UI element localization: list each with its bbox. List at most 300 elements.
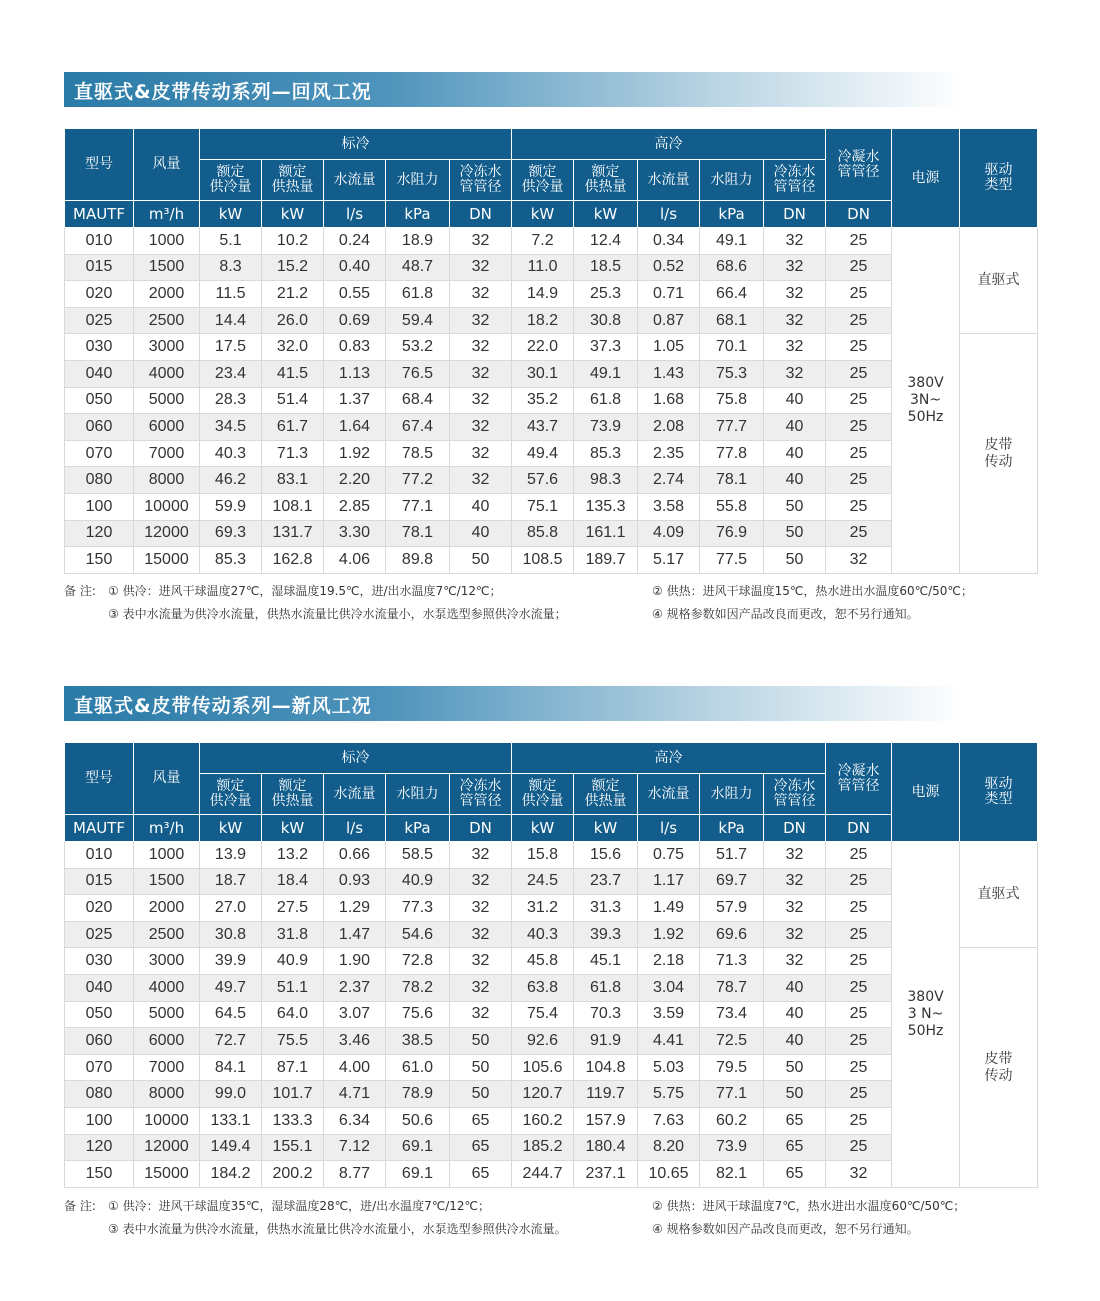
- table-cell: 119.7: [574, 1081, 638, 1108]
- table-cell: 080: [65, 1081, 134, 1108]
- header-std-rated-heating: [262, 774, 324, 815]
- table-cell: 157.9: [574, 1107, 638, 1134]
- note-3: ③ 表中水流量为供冷水流量，供热水流量比供冷水流量小，水泵选型参照供冷水流量；: [108, 607, 567, 621]
- header-high-rated-cooling-line2: 供冷量: [521, 179, 564, 195]
- table-cell: 160.2: [512, 1107, 574, 1134]
- note-4: ④ 规格参数如因产品改良而更改，恕不另行通知。: [652, 607, 919, 621]
- table-cell: 8.77: [324, 1161, 386, 1188]
- table-cell: 32: [764, 228, 826, 255]
- table-cell: 32: [450, 842, 512, 869]
- table-cell: 149.4: [200, 1134, 262, 1161]
- table-cell: 2.37: [324, 974, 386, 1001]
- table-cell: 1.05: [638, 334, 700, 361]
- table-cell: 75.6: [386, 1001, 450, 1028]
- table-cell: 070: [65, 440, 134, 467]
- table-cell: 69.1: [386, 1161, 450, 1188]
- table-cell: 12000: [134, 520, 200, 547]
- table-cell: 32: [826, 547, 892, 574]
- table-cell: 50: [450, 547, 512, 574]
- table-cell: 100: [65, 493, 134, 520]
- table-cell: 25: [826, 1054, 892, 1081]
- table-cell: 1.13: [324, 360, 386, 387]
- header-high-rated-heating: [574, 774, 638, 815]
- table-cell: 1.92: [638, 921, 700, 948]
- table-cell: 32: [450, 360, 512, 387]
- table-cell: 40: [764, 974, 826, 1001]
- table-cell: 69.3: [200, 520, 262, 547]
- header-high-cooling: 高冷: [512, 743, 826, 774]
- table-cell: 75.8: [700, 387, 764, 414]
- table-cell: 015: [65, 254, 134, 281]
- note-3: ③ 表中水流量为供冷水流量，供热水流量比供冷水流量小，水泵选型参照供冷水流量。: [108, 1222, 567, 1236]
- table-cell: 8000: [134, 467, 200, 494]
- table-cell: 0.34: [638, 228, 700, 255]
- table-cell: 015: [65, 868, 134, 895]
- table-cell: 63.8: [512, 974, 574, 1001]
- table-cell: 040: [65, 974, 134, 1001]
- header-unit: DN: [764, 815, 826, 842]
- table-cell: 73.9: [700, 1134, 764, 1161]
- header-unit: kW: [200, 201, 262, 228]
- table-cell: 25: [826, 254, 892, 281]
- drive-belt-line2: 传动: [984, 1067, 1013, 1084]
- header-drive-type-line2: 类型: [984, 177, 1013, 193]
- table-cell: 87.1: [262, 1054, 324, 1081]
- table-cell: 40: [764, 387, 826, 414]
- table-cell: 32: [764, 334, 826, 361]
- table-cell: 49.4: [512, 440, 574, 467]
- table-cell: 59.4: [386, 307, 450, 334]
- table-cell: 61.7: [262, 414, 324, 441]
- section-title: 直驱式&皮带传动系列—回风工况: [74, 81, 372, 103]
- table-cell: 39.3: [574, 921, 638, 948]
- table-cell: 32: [450, 307, 512, 334]
- table-cell: 51.7: [700, 842, 764, 869]
- header-unit: l/s: [638, 815, 700, 842]
- table-cell: 080: [65, 467, 134, 494]
- table-cell: 51.1: [262, 974, 324, 1001]
- table-cell: 32: [450, 334, 512, 361]
- table-cell: 1.49: [638, 895, 700, 922]
- table-cell: 77.1: [700, 1081, 764, 1108]
- table-cell: 91.9: [574, 1028, 638, 1055]
- table-cell: 25: [826, 281, 892, 308]
- table-cell: 4.71: [324, 1081, 386, 1108]
- table-cell: 030: [65, 334, 134, 361]
- header-high-chilled-pipe-line1: 冷冻水: [773, 778, 816, 794]
- header-std-water-flow: 水流量: [324, 160, 386, 201]
- table-cell: 75.3: [700, 360, 764, 387]
- table-cell: 40.9: [262, 948, 324, 975]
- table-cell: 13.9: [200, 842, 262, 869]
- power-line: 380V: [907, 374, 944, 391]
- table-cell: 25: [826, 414, 892, 441]
- header-high-water-flow: 水流量: [638, 774, 700, 815]
- table-cell: 68.1: [700, 307, 764, 334]
- table-cell: 133.3: [262, 1107, 324, 1134]
- table-cell: 34.5: [200, 414, 262, 441]
- table-cell: 32: [450, 1001, 512, 1028]
- header-unit: kPa: [700, 201, 764, 228]
- table-cell: 133.1: [200, 1107, 262, 1134]
- table-cell: 4.06: [324, 547, 386, 574]
- power-cell: [892, 228, 960, 574]
- table-cell: 40: [764, 440, 826, 467]
- header-unit: kW: [262, 815, 324, 842]
- drive-direct-cell: 直驱式: [960, 228, 1038, 334]
- table-cell: 25: [826, 387, 892, 414]
- table-cell: 7.12: [324, 1134, 386, 1161]
- table-cell: 23.4: [200, 360, 262, 387]
- table-cell: 50: [764, 493, 826, 520]
- header-unit: DN: [764, 201, 826, 228]
- note-4: ④ 规格参数如因产品改良而更改，恕不另行通知。: [652, 1222, 919, 1236]
- table-cell: 31.8: [262, 921, 324, 948]
- table-cell: 32: [826, 1161, 892, 1188]
- table-cell: 40: [764, 1028, 826, 1055]
- table-cell: 28.3: [200, 387, 262, 414]
- table-cell: 0.87: [638, 307, 700, 334]
- table-cell: 53.2: [386, 334, 450, 361]
- table-cell: 11.5: [200, 281, 262, 308]
- table-cell: 32: [764, 895, 826, 922]
- header-high-rated-cooling-line1: 额定: [528, 778, 557, 794]
- header-high-cooling: 高冷: [512, 129, 826, 160]
- table-cell: 1.64: [324, 414, 386, 441]
- table-cell: 85.3: [574, 440, 638, 467]
- table-cell: 65: [450, 1161, 512, 1188]
- header-high-rated-cooling-line1: 额定: [528, 164, 557, 180]
- spec-table: [64, 128, 1038, 574]
- header-std-chilled-pipe-line2: 管管径: [459, 179, 502, 195]
- power-line: 3N~: [909, 391, 942, 408]
- table-cell: 4.41: [638, 1028, 700, 1055]
- table-cell: 12.4: [574, 228, 638, 255]
- table-cell: 71.3: [700, 948, 764, 975]
- table-cell: 040: [65, 360, 134, 387]
- table-cell: 61.8: [574, 974, 638, 1001]
- note-1: ① 供冷：进风干球温度35℃，湿球温度28℃，进/出水温度7℃/12℃；: [108, 1199, 491, 1213]
- table-cell: 18.2: [512, 307, 574, 334]
- table-cell: 184.2: [200, 1161, 262, 1188]
- table-cell: 150: [65, 547, 134, 574]
- table-cell: 69.1: [386, 1134, 450, 1161]
- table-cell: 32: [764, 842, 826, 869]
- table-cell: 5.1: [200, 228, 262, 255]
- power-line: 380V: [907, 988, 944, 1005]
- table-cell: 72.8: [386, 948, 450, 975]
- table-cell: 50: [764, 547, 826, 574]
- table-cell: 8000: [134, 1081, 200, 1108]
- table-cell: 50: [764, 1081, 826, 1108]
- table-cell: 67.4: [386, 414, 450, 441]
- table-cell: 104.8: [574, 1054, 638, 1081]
- table-cell: 32: [450, 440, 512, 467]
- table-cell: 37.3: [574, 334, 638, 361]
- table-cell: 25: [826, 1001, 892, 1028]
- table-cell: 050: [65, 387, 134, 414]
- table-cell: 3000: [134, 948, 200, 975]
- table-cell: 32: [764, 281, 826, 308]
- header-unit: DN: [826, 815, 892, 842]
- table-cell: 73.9: [574, 414, 638, 441]
- table-cell: 26.0: [262, 307, 324, 334]
- power-line: 50Hz: [907, 1022, 944, 1039]
- table-cell: 25: [826, 921, 892, 948]
- header-airflow: 风量: [134, 743, 200, 815]
- table-cell: 32: [764, 307, 826, 334]
- table-cell: 50.6: [386, 1107, 450, 1134]
- table-cell: 010: [65, 842, 134, 869]
- table-cell: 5.17: [638, 547, 700, 574]
- table-cell: 2.85: [324, 493, 386, 520]
- table-cell: 0.40: [324, 254, 386, 281]
- header-drive-type-line2: 类型: [984, 791, 1013, 807]
- header-std-rated-heating-line2: 供热量: [271, 179, 314, 195]
- table-cell: 78.7: [700, 974, 764, 1001]
- table-cell: 1500: [134, 868, 200, 895]
- table-cell: 11.0: [512, 254, 574, 281]
- table-cell: 135.3: [574, 493, 638, 520]
- table-cell: 27.5: [262, 895, 324, 922]
- header-std-rated-cooling-line1: 额定: [216, 778, 245, 794]
- table-cell: 025: [65, 921, 134, 948]
- table-cell: 32: [450, 228, 512, 255]
- table-cell: 76.9: [700, 520, 764, 547]
- table-cell: 060: [65, 1028, 134, 1055]
- table-cell: 73.4: [700, 1001, 764, 1028]
- header-std-chilled-pipe: [450, 774, 512, 815]
- table-cell: 40.3: [512, 921, 574, 948]
- power-cell: [892, 842, 960, 1188]
- header-standard-cooling: 标冷: [200, 743, 512, 774]
- drive-belt-cell: [960, 948, 1038, 1187]
- header-unit: m³/h: [134, 815, 200, 842]
- table-cell: 60.2: [700, 1107, 764, 1134]
- table-cell: 77.1: [386, 493, 450, 520]
- table-cell: 244.7: [512, 1161, 574, 1188]
- table-cell: 40.3: [200, 440, 262, 467]
- table-cell: 14.9: [512, 281, 574, 308]
- header-unit: l/s: [324, 201, 386, 228]
- header-unit: m³/h: [134, 201, 200, 228]
- table-cell: 70.1: [700, 334, 764, 361]
- table-cell: 15.8: [512, 842, 574, 869]
- table-cell: 79.5: [700, 1054, 764, 1081]
- header-std-rated-heating-line1: 额定: [278, 778, 307, 794]
- header-high-rated-heating-line2: 供热量: [584, 793, 627, 809]
- table-cell: 1000: [134, 842, 200, 869]
- header-std-chilled-pipe-line1: 冷冻水: [459, 778, 502, 794]
- table-cell: 98.3: [574, 467, 638, 494]
- table-cell: 68.6: [700, 254, 764, 281]
- table-cell: 71.3: [262, 440, 324, 467]
- table-cell: 66.4: [700, 281, 764, 308]
- table-cell: 50: [450, 1081, 512, 1108]
- table-cell: 8.3: [200, 254, 262, 281]
- table-cell: 65: [450, 1107, 512, 1134]
- table-cell: 32: [764, 921, 826, 948]
- table-cell: 82.1: [700, 1161, 764, 1188]
- table-cell: 7.2: [512, 228, 574, 255]
- table-cell: 40: [764, 467, 826, 494]
- table-cell: 0.71: [638, 281, 700, 308]
- table-cell: 18.9: [386, 228, 450, 255]
- table-cell: 7.63: [638, 1107, 700, 1134]
- table-cell: 25: [826, 842, 892, 869]
- table-cell: 32.0: [262, 334, 324, 361]
- notes: [64, 1195, 1044, 1241]
- table-cell: 5.03: [638, 1054, 700, 1081]
- table-cell: 2.74: [638, 467, 700, 494]
- table-cell: 58.5: [386, 842, 450, 869]
- table-cell: 23.7: [574, 868, 638, 895]
- table-cell: 51.4: [262, 387, 324, 414]
- table-cell: 76.5: [386, 360, 450, 387]
- table-cell: 77.2: [386, 467, 450, 494]
- table-cell: 25: [826, 467, 892, 494]
- table-cell: 61.8: [386, 281, 450, 308]
- table-cell: 50: [764, 520, 826, 547]
- table-cell: 108.1: [262, 493, 324, 520]
- table-cell: 32: [764, 868, 826, 895]
- notes-label: 备 注:: [64, 584, 96, 598]
- drive-belt-line1: 皮带: [984, 1050, 1013, 1067]
- table-cell: 21.2: [262, 281, 324, 308]
- table-cell: 5.75: [638, 1081, 700, 1108]
- table-cell: 10.65: [638, 1161, 700, 1188]
- header-unit: kW: [574, 201, 638, 228]
- header-high-water-resistance: 水阻力: [700, 774, 764, 815]
- table-cell: 15.6: [574, 842, 638, 869]
- table-cell: 120: [65, 1134, 134, 1161]
- header-unit: l/s: [324, 815, 386, 842]
- note-1: ① 供冷：进风干球温度27℃，湿球温度19.5℃，进/出水温度7℃/12℃；: [108, 584, 502, 598]
- header-condensate-pipe-line1: 冷凝水: [837, 762, 880, 779]
- table-cell: 18.4: [262, 868, 324, 895]
- header-std-rated-heating: [262, 160, 324, 201]
- table-cell: 4.00: [324, 1054, 386, 1081]
- header-high-rated-cooling: [512, 160, 574, 201]
- table-cell: 49.7: [200, 974, 262, 1001]
- table-cell: 85.8: [512, 520, 574, 547]
- table-cell: 22.0: [512, 334, 574, 361]
- table-cell: 31.3: [574, 895, 638, 922]
- table-cell: 7000: [134, 1054, 200, 1081]
- table-cell: 1.17: [638, 868, 700, 895]
- table-cell: 48.7: [386, 254, 450, 281]
- table-cell: 45.8: [512, 948, 574, 975]
- header-model: 型号: [65, 129, 134, 201]
- table-cell: 0.83: [324, 334, 386, 361]
- header-std-water-flow: 水流量: [324, 774, 386, 815]
- table-cell: 25: [826, 520, 892, 547]
- table-cell: 10.2: [262, 228, 324, 255]
- header-std-chilled-pipe: [450, 160, 512, 201]
- header-drive-type-line1: 驱动: [984, 776, 1013, 792]
- table-cell: 84.1: [200, 1054, 262, 1081]
- table-cell: 020: [65, 281, 134, 308]
- header-condensate-pipe-line2: 管管径: [837, 163, 880, 180]
- table-cell: 1.92: [324, 440, 386, 467]
- header-power: 电源: [892, 129, 960, 228]
- table-cell: 050: [65, 1001, 134, 1028]
- table-cell: 4000: [134, 974, 200, 1001]
- table-cell: 27.0: [200, 895, 262, 922]
- table-cell: 150: [65, 1161, 134, 1188]
- table-cell: 5000: [134, 1001, 200, 1028]
- table-cell: 38.5: [386, 1028, 450, 1055]
- table-cell: 32: [450, 467, 512, 494]
- header-unit: kPa: [386, 815, 450, 842]
- table-cell: 0.66: [324, 842, 386, 869]
- table-cell: 32: [764, 948, 826, 975]
- header-std-rated-cooling: [200, 160, 262, 201]
- table-cell: 72.7: [200, 1028, 262, 1055]
- table-cell: 25: [826, 493, 892, 520]
- table-cell: 3.46: [324, 1028, 386, 1055]
- table-cell: 25: [826, 974, 892, 1001]
- table-cell: 2.18: [638, 948, 700, 975]
- header-unit: l/s: [638, 201, 700, 228]
- table-cell: 15000: [134, 1161, 200, 1188]
- table-cell: 020: [65, 895, 134, 922]
- drive-direct-cell: 直驱式: [960, 842, 1038, 948]
- table-cell: 101.7: [262, 1081, 324, 1108]
- table-cell: 25: [826, 1028, 892, 1055]
- table-cell: 237.1: [574, 1161, 638, 1188]
- table-cell: 18.7: [200, 868, 262, 895]
- table-cell: 6.34: [324, 1107, 386, 1134]
- header-unit: DN: [450, 201, 512, 228]
- table-cell: 3.58: [638, 493, 700, 520]
- table-cell: 65: [764, 1161, 826, 1188]
- header-high-rated-heating-line1: 额定: [591, 164, 620, 180]
- table-cell: 161.1: [574, 520, 638, 547]
- table-cell: 32: [450, 254, 512, 281]
- header-high-chilled-pipe: [764, 160, 826, 201]
- table-cell: 2500: [134, 307, 200, 334]
- table-cell: 78.1: [386, 520, 450, 547]
- table-cell: 2000: [134, 895, 200, 922]
- header-unit: DN: [826, 201, 892, 228]
- table-cell: 25: [826, 334, 892, 361]
- header-unit: DN: [450, 815, 512, 842]
- table-cell: 25: [826, 307, 892, 334]
- table-cell: 85.3: [200, 547, 262, 574]
- header-unit: kW: [512, 815, 574, 842]
- table-cell: 78.9: [386, 1081, 450, 1108]
- table-cell: 40: [450, 520, 512, 547]
- table-cell: 32: [450, 895, 512, 922]
- table-cell: 3.30: [324, 520, 386, 547]
- header-unit: MAUTF: [65, 815, 134, 842]
- drive-belt-line2: 传动: [984, 453, 1013, 470]
- header-high-rated-heating: [574, 160, 638, 201]
- table-cell: 69.6: [700, 921, 764, 948]
- table-cell: 3000: [134, 334, 200, 361]
- notes: [64, 580, 1044, 626]
- table-cell: 0.69: [324, 307, 386, 334]
- header-unit: MAUTF: [65, 201, 134, 228]
- header-high-chilled-pipe: [764, 774, 826, 815]
- table-cell: 6000: [134, 414, 200, 441]
- table-cell: 32: [450, 281, 512, 308]
- table-cell: 39.9: [200, 948, 262, 975]
- table-cell: 25: [826, 360, 892, 387]
- table-cell: 32: [764, 254, 826, 281]
- table-cell: 3.59: [638, 1001, 700, 1028]
